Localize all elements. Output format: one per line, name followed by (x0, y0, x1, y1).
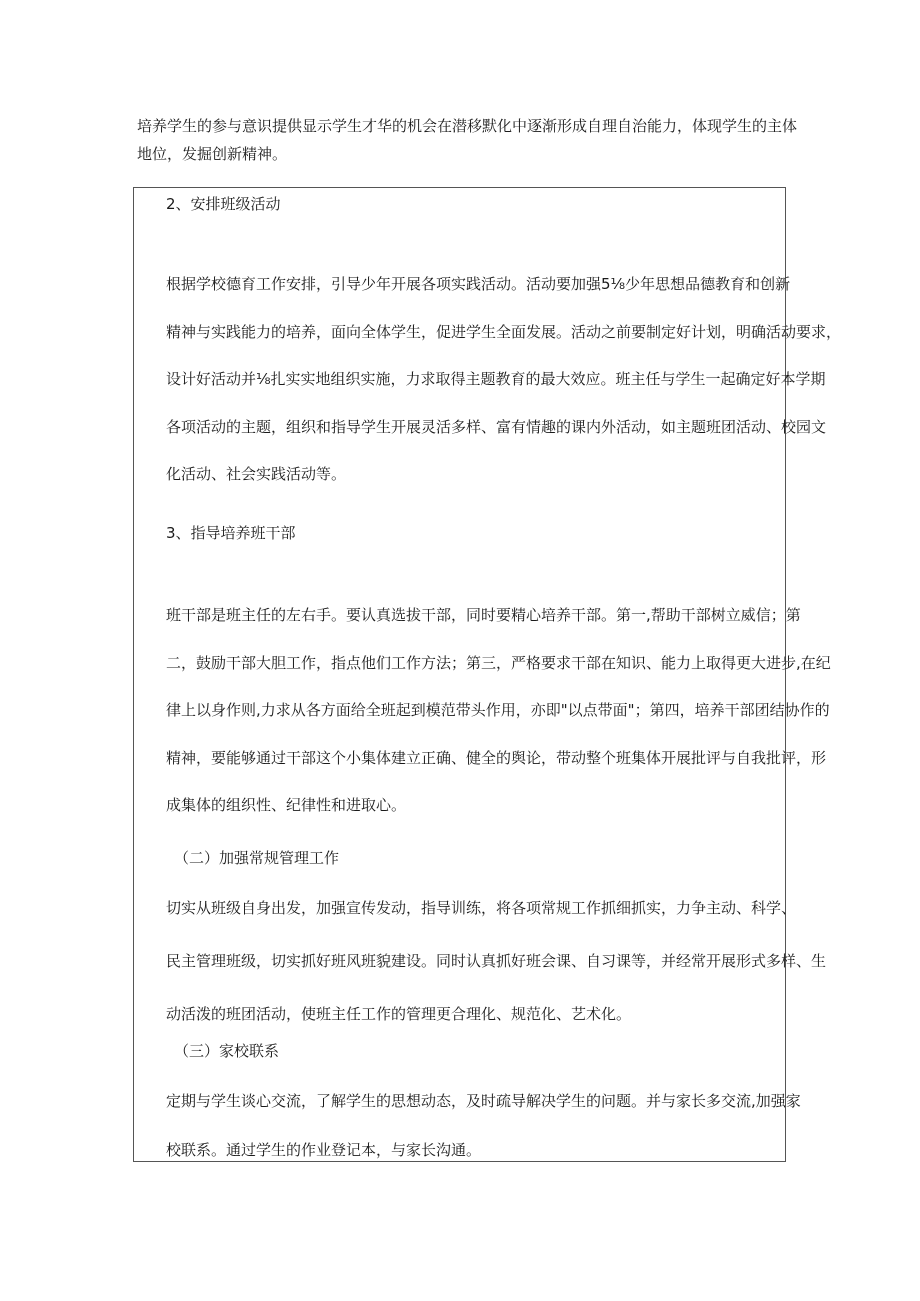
text-line: 化活动、社会实践活动等。 (166, 465, 347, 483)
paragraph-home-school-contact (166, 1091, 801, 1189)
text-line: 成集体的组织性、纪律性和进取心。 (166, 796, 407, 814)
content-table-cell (133, 187, 842, 1162)
text-line: 定期与学生谈心交流，了解学生的思想动态，及时疏导解决学生的问题。并与家长多交流,加强家 (166, 1092, 801, 1110)
heading-arrange-class-activities: 2、安排班级活动 (166, 195, 281, 213)
text-line: 二，鼓励干部大胆工作，指点他们工作方法；第三，严格要求干部在知识、能力上取得更大进步,在纪 (166, 653, 831, 672)
text-line: 动活泼的班团活动，使班主任工作的管理更合理化、规范化、艺术化。 (166, 1005, 632, 1023)
paragraph-class-cadres (166, 605, 831, 843)
text-line: 校联系。通过学生的作业登记本，与家长沟通。 (166, 1141, 482, 1159)
text-line: 律上以身作则,力求从各方面给全班起到模范带头作用，亦即"以点带面"；第四，培养干部团结协作的 (166, 701, 830, 719)
text-line: 精神，要能够通过干部这个小集体建立正确、健全的舆论，带动整个班集体开展批评与自我批评，形 (166, 748, 827, 767)
intro-line-2: 地位，发掘创新精神。 (137, 145, 288, 163)
text-line: 精神与实践能力的培养，面向全体学生，促进学生全面发展。活动之前要制定好计划，明确活动要求， (166, 322, 842, 341)
heading-train-class-cadres: 3、指导培养班干部 (166, 524, 296, 542)
paragraph-routine-management (166, 898, 827, 1057)
section-title-routine-management: （二）加强常规管理工作 (174, 849, 340, 867)
section-title-home-school-contact: （三）家校联系 (174, 1042, 280, 1060)
text-line: 民主管理班级，切实抓好班风班貌建设。同时认真抓好班会课、自习课等，并经常开展形式多样、生 (166, 952, 827, 970)
text-line: 班干部是班主任的左右手。要认真选拔干部，同时要精心培养干部。第一,帮助干部树立威信；第 (166, 606, 801, 624)
text-line: 设计好活动并⅛扎实实地组织实施，力求取得主题教育的最大效应。班主任与学生一起确定好本学期 (166, 370, 826, 388)
intro-line-1: 培养学生的参与意识提供显示学生才华的机会在潜移默化中逐渐形成自理自治能力，体现学生的主体 (137, 117, 798, 135)
text-line: 根据学校德育工作安排，引导少年开展各项实践活动。活动要加强5⅛少年思想品德教育和创新 (166, 275, 791, 293)
intro-paragraph (137, 112, 797, 168)
paragraph-class-activities (166, 274, 842, 512)
text-line: 各项活动的主题，组织和指导学生开展灵活多样、富有情趣的课内外活动，如主题班团活动、校园文 (166, 417, 827, 436)
text-line: 切实从班级自身出发，加强宣传发动，指导训练，将各项常规工作抓细抓实，力争主动、科学、 (166, 899, 797, 917)
